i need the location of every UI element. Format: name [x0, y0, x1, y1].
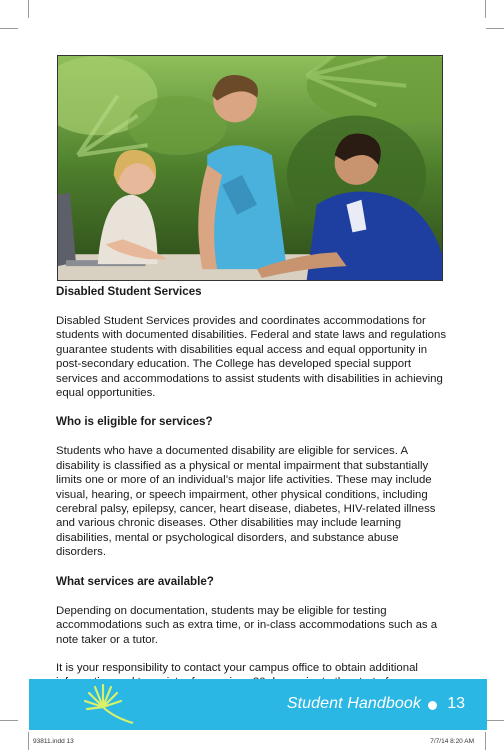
students-photo — [57, 55, 443, 281]
crop-mark — [485, 732, 486, 750]
page-number: 13 — [447, 695, 465, 712]
crop-mark — [0, 28, 18, 29]
responsibility-paragraph: It is your responsibility to contact your campus office to obtain additional — [56, 661, 418, 674]
eligibility-paragraph: Students who have a documented disability are eligible for services. A disability is classified as a physical or mental impairment that substantially limits one or more of an individual’s major life activities. These may include visual, hearing, or speech impairment, other physical conditions, including cerebral palsy, epilepsy, cancer, heart disease, diabetes, HIV-related illness and various chronic diseases. Other disabilities may include learning disabilities, mental or psychological disorders, and substance abuse disorders. — [56, 445, 436, 559]
palm-frond-icon — [81, 683, 141, 727]
section-title: Disabled Student Services — [56, 285, 202, 298]
students-photo-illustration — [58, 56, 442, 280]
crop-mark — [28, 0, 29, 18]
intro-paragraph: Disabled Student Services provides and coordinates accommodations for students with documented disabilities. Federal and state laws and regulations guarantee students with disabilities equal access and equal opportunity in post-secondary education. The College has developed special support services and accommodations to assist students with disabilities in achieving equal opportunities. — [56, 315, 447, 400]
crop-mark — [486, 28, 504, 29]
article-body — [56, 284, 448, 704]
crop-mark — [485, 0, 486, 18]
eligibility-heading: Who is eligible for services? — [56, 415, 213, 429]
crop-mark — [486, 720, 504, 721]
print-slug-file: 93811.indd 13 — [33, 738, 74, 745]
crop-mark — [0, 720, 18, 721]
bullet-dot-icon — [428, 701, 437, 710]
footer-bar — [29, 679, 487, 730]
services-heading: What services are available? — [56, 574, 214, 588]
services-paragraph: Depending on documentation, students may be eligible for testing accommodations such as extra time, or in-class accommodations such as a note taker or a tutor. — [56, 604, 438, 646]
footer-title: Student Handbook — [286, 695, 421, 712]
crop-mark — [28, 732, 29, 750]
print-slug-timestamp: 7/7/14 8:20 AM — [430, 738, 474, 745]
